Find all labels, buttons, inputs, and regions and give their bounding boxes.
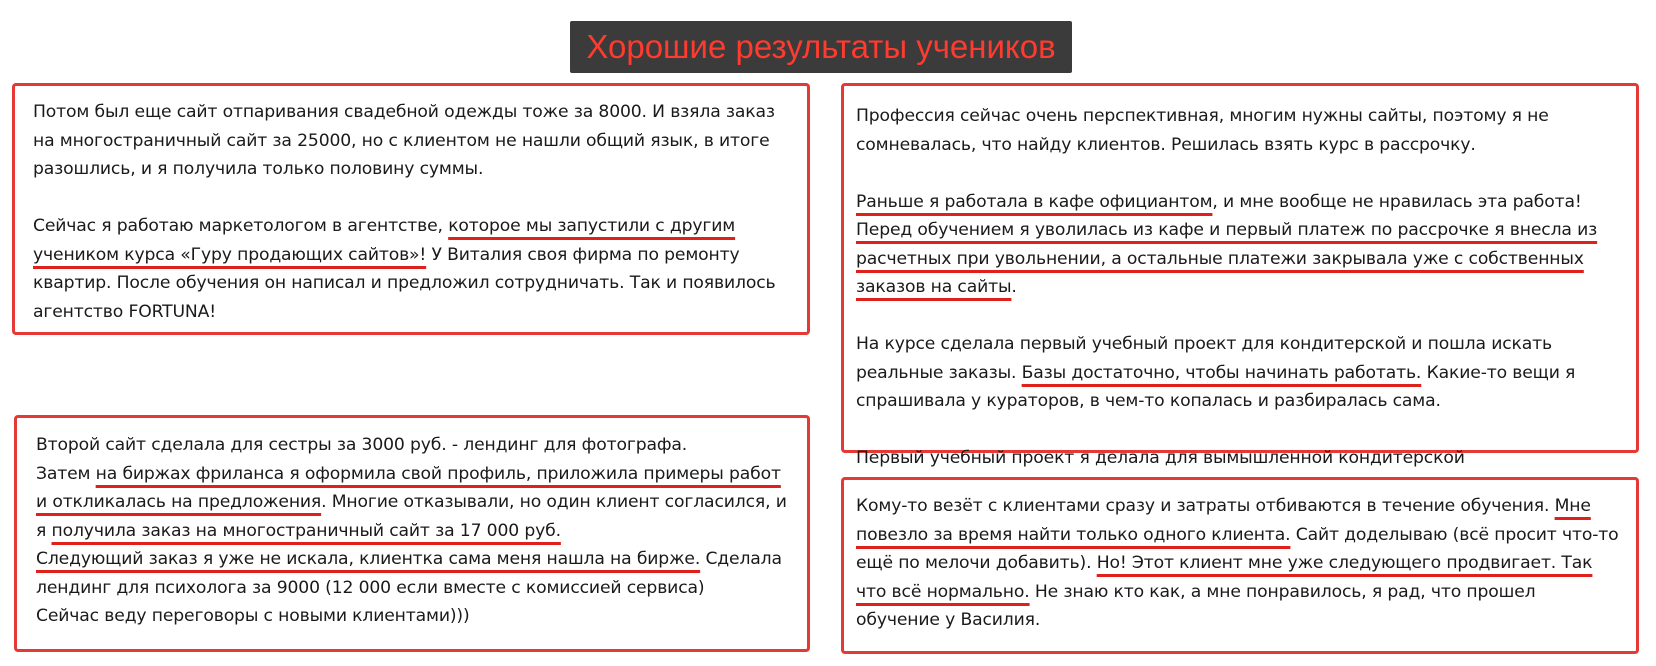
page-title: Хорошие результаты учеников xyxy=(570,21,1072,73)
review-card-bottom-left xyxy=(14,415,810,652)
review-card-bottom-right xyxy=(841,477,1639,654)
review-card-top-right xyxy=(841,83,1639,468)
review-card-top-left xyxy=(12,83,810,335)
review-paragraph xyxy=(36,431,791,631)
highlighted-text: Базы достаточно, чтобы начинать работать. xyxy=(1021,362,1422,383)
highlighted-text: на биржах фриланса я оформила свой профиль, приложила примеры работ и откликалась на предложения xyxy=(36,463,781,512)
review-text: . Многие отказывали, но один клиент согласился, и я xyxy=(36,492,787,541)
highlighted-text: Но! Этот клиент мне уже следующего продвигает. Так что всё нормально. xyxy=(856,553,1593,602)
review-paragraph: Первый учебный проект я делала для вымышленной кондитерской xyxy=(856,448,1465,468)
review-paragraph: Профессия сейчас очень перспективная, многим нужны сайты, поэтому я не сомневалась, что найду клиентов. Решилась взять курс в рассрочку. xyxy=(856,106,1549,155)
review-text: . xyxy=(1011,277,1017,297)
review-text: Второй сайт сделала для сестры за 3000 руб. - лендинг для фотографа. xyxy=(36,435,688,455)
review-text: Сайт доделываю (всё просит что-то ещё по мелочи добавить). xyxy=(856,524,1619,573)
highlighted-text: которое мы запустили с другим учеником курса «Гуру продающих сайтов»! xyxy=(33,216,736,265)
highlighted-text: Раньше я работала в кафе официантом xyxy=(856,191,1213,212)
review-text: Не знаю кто как, а мне понравилось, я рад, что прошел обучение у Василия. xyxy=(856,581,1536,630)
highlighted-text: Перед обучением я уволилась из кафе и первый платеж по рассрочке я внесла из расчетных при увольнении, а остальные платежи закрывала уже с собственных заказов на сайты xyxy=(856,220,1598,297)
highlighted-text: Мне повезло за время найти только одного клиента. xyxy=(856,496,1591,545)
review-text: Сделала лендинг для психолога за 9000 (12 000 если вместе с комиссией сервиса) Сейчас веду переговоры с новыми клиентами))) xyxy=(36,549,782,626)
review-text: , и мне вообще не нравилась эта работа! xyxy=(1212,191,1582,212)
review-paragraph xyxy=(856,492,1620,635)
highlighted-text: Следующий заказ я уже не искала, клиентка сама меня нашла на бирже. xyxy=(36,549,701,569)
review-text: Затем xyxy=(36,463,96,484)
review-text: У Виталия своя фирма по ремонту квартир. После обучения он написал и предложил сотрудничать. Так и появилось агентство FORTUNA! xyxy=(33,244,776,322)
review-text: Сейчас я работаю маркетологом в агентстве, xyxy=(33,216,449,236)
highlighted-text: получила заказ на многостраничный сайт за 17 000 руб. xyxy=(51,520,561,541)
review-paragraph xyxy=(856,188,1620,302)
review-paragraph xyxy=(33,212,791,326)
review-text: Кому-то везёт с клиентами сразу и затраты отбиваются в течение обучения. xyxy=(856,496,1555,516)
review-text: На курсе сделала первый учебный проект для кондитерской и пошла искать реальные заказы. xyxy=(856,334,1552,383)
review-text: Какие-то вещи я спрашивала у кураторов, в чем-то копалась и разбиралась сама. xyxy=(856,362,1576,411)
review-paragraph xyxy=(856,330,1620,416)
review-paragraph: Потом был еще сайт отпаривания свадебной одежды тоже за 8000. И взяла заказ на многостраничный сайт за 25000, но с клиентом не нашли общий язык, в итоге разошлись, и я получила только половину суммы. xyxy=(33,102,775,179)
